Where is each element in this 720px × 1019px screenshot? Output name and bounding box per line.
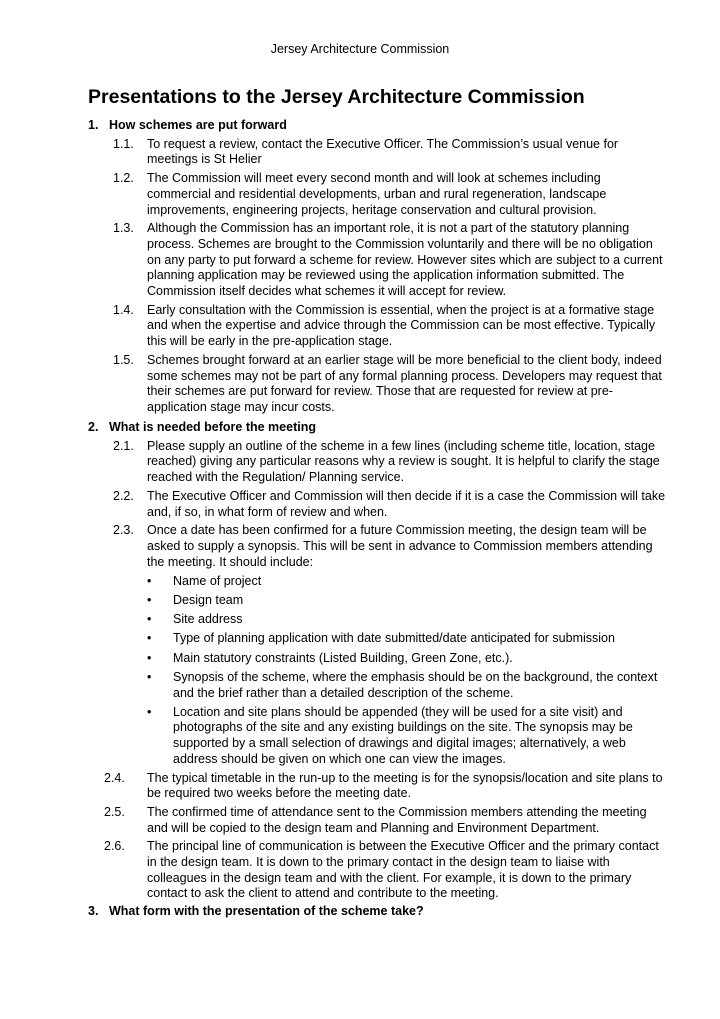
item-number: 1.5.: [113, 352, 134, 367]
item-text: The confirmed time of attendance sent to the Commission members attending the meeting and will be copied to the design team and Planning and Environment Department.: [147, 804, 647, 835]
bullet-item: [88, 574, 668, 590]
section-number: 3.: [88, 904, 99, 918]
item-text: The Commission will meet every second month and will look at schemes including commercial and residential developments, urban and rural regeneration, landscape improvements, engineering projects, heritage conservation and cultural provision.: [147, 171, 607, 217]
item-text: The principal line of communication is between the Executive Officer and the primary contact in the design team. It is down to the primary contact in the design team to liaise with colleagues in the design team and with the client. For example, it is down to the primary contact to ask the client to attend and contribute to the meeting.: [147, 839, 659, 901]
section-2: [88, 420, 668, 902]
bullet-icon: •: [147, 573, 152, 588]
list-item: [88, 221, 668, 300]
bullet-item: [88, 670, 668, 701]
page-title: Presentations to the Jersey Architecture Commission: [88, 86, 585, 108]
list-item: [88, 303, 668, 350]
item-number: 2.3.: [113, 523, 134, 538]
bullet-text: Synopsis of the scheme, where the emphasis should be on the background, the context and the brief rather than a detailed description of the scheme.: [173, 669, 658, 700]
list-item: [88, 771, 668, 802]
item-text: Please supply an outline of the scheme in a few lines (including scheme title, location, stage reached) giving any particular reasons why a review is sought. It is helpful to clarify the stage reached with the Regulation/ Planning service.: [147, 438, 660, 485]
list-item: [88, 137, 668, 168]
item-text: Early consultation with the Commission is essential, when the project is at a formative stage and when the expertise and advice through the Commission can be most effective. Typically this will be early in the pre-application stage.: [147, 302, 656, 349]
item-text: To request a review, contact the Executive Officer. The Commission’s usual venue for meetings is St Helier: [147, 136, 619, 167]
section-heading: [88, 904, 668, 920]
item-number: 1.3.: [113, 221, 134, 236]
section-heading: [88, 420, 668, 436]
bullet-item: [88, 612, 668, 628]
section-number: 1.: [88, 118, 99, 132]
bullet-text: Design team: [173, 593, 244, 608]
running-header: Jersey Architecture Commission: [270, 42, 450, 56]
bullet-icon: •: [147, 593, 152, 608]
section-title: What form with the presentation of the scheme take?: [109, 904, 424, 918]
item-number: 1.4.: [113, 302, 134, 317]
item-text: Although the Commission has an important role, it is not a part of the statutory planning process. Schemes are brought to the Commission voluntarily and there will be no obligation on any party to put forward a scheme for review. However sites which are subject to a current planning application may be reviewed using the application information submitted. The Commission itself decides what schemes it will accept for review.: [147, 221, 663, 299]
item-text: Once a date has been confirmed for a future Commission meeting, the design team will be asked to supply a synopsis. This will be sent in advance to Commission members attending the meeting. It should include:: [147, 523, 653, 569]
list-item: [88, 489, 668, 520]
section-title: How schemes are put forward: [109, 118, 287, 132]
bullet-icon: •: [147, 669, 152, 684]
item-text: The Executive Officer and Commission will then decide if it is a case the Commission will take and, if so, in what form of review and when.: [147, 488, 666, 519]
list-item: [88, 805, 668, 836]
item-number: 2.2.: [113, 488, 134, 503]
list-item: [88, 839, 668, 902]
item-number: 1.1.: [113, 136, 134, 151]
list-item: [88, 171, 668, 218]
section-1: [88, 118, 668, 416]
bullet-text: Name of project: [173, 573, 262, 588]
item-number: 2.1.: [113, 438, 134, 453]
section-3: [88, 904, 668, 920]
bullet-text: Location and site plans should be appended (they will be used for a site visit) and photographs of the site and any existing buildings on the site. The synopsis may be supported by a small selection of drawings and digital images; alternatively, a web address should be given on which one can view the images.: [173, 704, 633, 766]
item-number: 2.4.: [104, 770, 125, 785]
list-item: [88, 353, 668, 416]
item-number: 1.2.: [113, 171, 134, 186]
section-number: 2.: [88, 420, 99, 434]
list-item: [88, 439, 668, 486]
section-heading: [88, 118, 668, 134]
bullet-list: [88, 574, 668, 768]
bullet-icon: •: [147, 612, 152, 627]
bullet-icon: •: [147, 631, 152, 646]
bullet-item: [88, 631, 668, 647]
list-item: [88, 523, 668, 570]
item-text: The typical timetable in the run-up to the meeting is for the synopsis/location and site plans to be required two weeks before the meeting date.: [147, 770, 663, 801]
bullet-text: Type of planning application with date submitted/date anticipated for submission: [173, 631, 615, 646]
bullet-item: [88, 705, 668, 768]
item-number: 2.5.: [104, 804, 125, 819]
bullet-icon: •: [147, 650, 152, 665]
bullet-item: [88, 651, 668, 667]
bullet-text: Site address: [173, 612, 243, 627]
bullet-text: Main statutory constraints (Listed Building, Green Zone, etc.).: [173, 650, 513, 665]
item-text: Schemes brought forward at an earlier stage will be more beneficial to the client body, indeed some schemes may not be part of any formal planning process. Developers may request that their schemes are put forward for review. Those that are requested for review at pre-application stage may incur costs.: [147, 352, 662, 414]
section-title: What is needed before the meeting: [109, 420, 316, 434]
bullet-icon: •: [147, 704, 152, 719]
bullet-item: [88, 593, 668, 609]
item-number: 2.6.: [104, 839, 125, 854]
